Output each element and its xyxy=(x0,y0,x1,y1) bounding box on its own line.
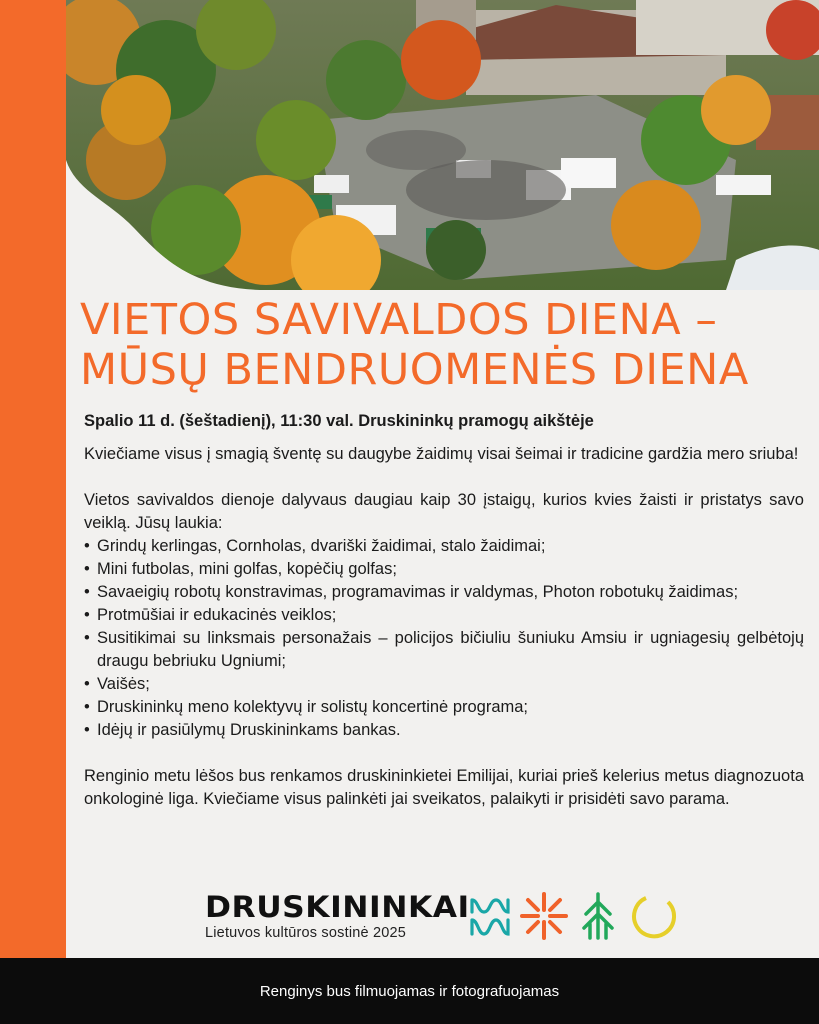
event-date-location: Spalio 11 d. (šeštadienį), 11:30 val. Druskininkų pramogų aikštėje xyxy=(84,412,594,430)
aerial-festival-photo xyxy=(36,0,819,290)
event-title xyxy=(80,295,810,395)
logo-tagline: Lietuvos kultūros sostinė 2025 xyxy=(205,925,407,941)
ring-mark-icon xyxy=(634,898,674,936)
event-description xyxy=(84,443,804,811)
footer-notice: Renginys bus filmuojamas ir fotografuojamas xyxy=(259,982,560,1000)
list-item: • Savaeigių robotų konstravimas, programavimas ir valdymas, Photon robotukų žaidimas; xyxy=(84,581,804,604)
list-item: • Protmūšiai ir edukacinės veiklos; xyxy=(84,604,804,627)
intro-paragraph: Kviečiame visus į smagią šventę su daugybe žaidimų visai šeimai ir tradicine gardžia mero sriuba! xyxy=(84,445,799,463)
title-line-2: MŪSŲ BENDRUOMENĖS DIENA xyxy=(80,345,749,395)
activities-list xyxy=(84,535,804,742)
druskininkai-logo xyxy=(205,892,475,941)
list-item: • Grindų kerlingas, Cornholas, dvariški žaidimai, stalo žaidimai; xyxy=(84,535,804,558)
footer-bar xyxy=(0,958,819,1024)
participants-paragraph: Vietos savivaldos dienoje dalyvaus daugiau kaip 30 įstaigų, kurios kvies žaisti ir pristatys savo veiklą. Jūsų laukia: xyxy=(84,491,804,532)
list-item: • Druskininkų meno kolektyvų ir solistų koncertinė programa; xyxy=(84,696,804,719)
logo-wordmark: DRUSKININKAI xyxy=(205,890,470,924)
sun-burst-icon xyxy=(522,894,566,938)
charity-paragraph: Renginio metu lėšos bus renkamos druskininkietei Emilijai, kuriai prieš kelerius metus diagnozuota onkologinė liga. Kviečiame visus palinkėti jai sveikatos, palaikyti ir prisidėti savo parama. xyxy=(84,767,804,808)
list-item: • Vaišės; xyxy=(84,673,804,696)
list-item: • Mini futbolas, mini golfas, kopėčių golfas; xyxy=(84,558,804,581)
culture-capital-marks xyxy=(468,890,683,942)
list-item: • Idėjų ir pasiūlymų Druskininkams bankas. xyxy=(84,719,804,742)
wave-mark-icon xyxy=(472,900,508,934)
list-item: • Susitikimai su linksmais personažais – policijos bičiuliu šuniuku Amsiu ir ugniagesių gelbėtojų draugu bebriuku Ugniumi; xyxy=(84,627,804,673)
title-line-1: VIETOS SAVIVALDOS DIENA – xyxy=(80,295,718,345)
tree-mark-icon xyxy=(584,894,612,938)
